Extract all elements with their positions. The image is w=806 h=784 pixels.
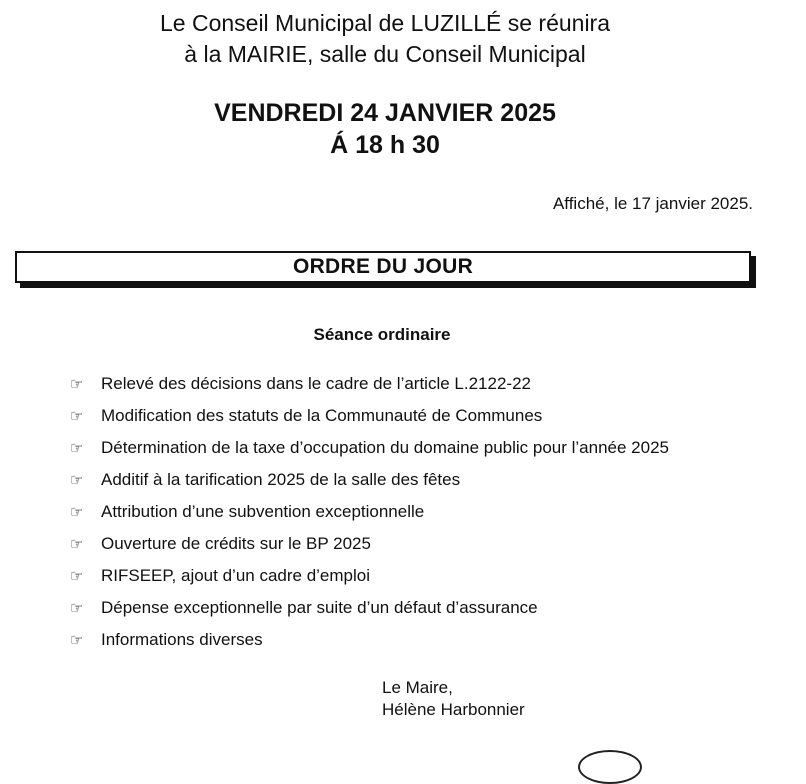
agenda-item-text: Dépense exceptionnelle par suite d’un défaut d’assurance (101, 598, 538, 617)
signature-role: Le Maire, (382, 678, 453, 697)
agenda-item (70, 528, 669, 560)
hand-pointing-icon: ☞ (70, 471, 84, 489)
hand-pointing-icon: ☞ (70, 503, 84, 521)
hand-pointing-icon: ☞ (70, 567, 84, 585)
agenda-item (70, 432, 669, 464)
hand-pointing-icon: ☞ (70, 535, 84, 553)
agenda-title-box (15, 251, 751, 283)
meeting-time: Á 18 h 30 (330, 131, 440, 159)
agenda-item-text: Additif à la tarification 2025 de la salle des fêtes (101, 470, 461, 489)
agenda-item-text: Attribution d’une subvention exceptionnelle (101, 502, 425, 521)
posted-notice: Affiché, le 17 janvier 2025. (552, 194, 753, 213)
agenda-item (70, 560, 669, 592)
hand-pointing-icon: ☞ (70, 407, 84, 425)
signature-block (382, 677, 525, 721)
hand-pointing-icon: ☞ (70, 439, 84, 457)
agenda-title: ORDRE DU JOUR (292, 255, 474, 278)
agenda-item (70, 464, 669, 496)
agenda-item-text: Relevé des décisions dans le cadre de l’article L.2122-22 (101, 374, 531, 393)
announcement-line-2: à la MAIRIE, salle du Conseil Municipal (184, 41, 586, 67)
agenda-item-text: RIFSEEP, ajout d’un cadre d’emploi (101, 566, 371, 585)
hand-pointing-icon: ☞ (70, 599, 84, 617)
agenda-item-text: Ouverture de crédits sur le BP 2025 (101, 534, 371, 553)
announcement-line-1: Le Conseil Municipal de LUZILLÉ se réunira (159, 10, 611, 36)
agenda-item (70, 496, 669, 528)
official-stamp (578, 750, 642, 784)
agenda-item (70, 624, 669, 656)
agenda-item-text: Détermination de la taxe d’occupation du domaine public pour l’année 2025 (101, 438, 669, 457)
agenda-item (70, 400, 669, 432)
session-type: Séance ordinaire (313, 325, 451, 344)
meeting-datetime (0, 97, 770, 161)
hand-pointing-icon: ☞ (70, 631, 84, 649)
meeting-announcement (0, 8, 770, 70)
signature-name: Hélène Harbonnier (382, 700, 525, 719)
meeting-date: VENDREDI 24 JANVIER 2025 (214, 99, 556, 127)
hand-pointing-icon: ☞ (70, 375, 84, 393)
agenda-item (70, 592, 669, 624)
agenda-list (70, 368, 669, 656)
agenda-item-text: Modification des statuts de la Communauté de Communes (101, 406, 543, 425)
agenda-item (70, 368, 669, 400)
agenda-item-text: Informations diverses (101, 630, 263, 649)
